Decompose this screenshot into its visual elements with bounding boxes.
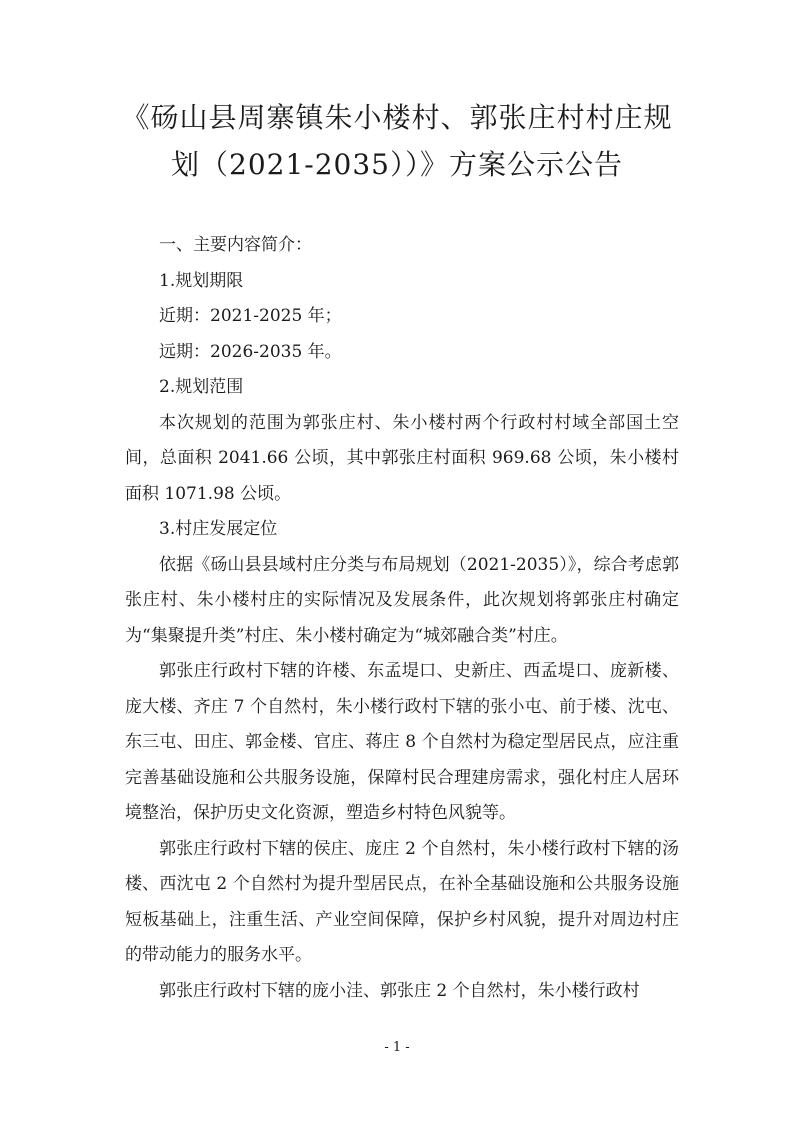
document-title-line-2: 划（2021-2035））》方案公示公告 <box>171 148 623 181</box>
document-title-line-1: 《砀山县周寨镇朱小楼村、郭张庄村村庄规 <box>121 101 673 134</box>
near-term-period: 近期：2021-2025 年； <box>159 306 342 326</box>
long-term-period: 远期：2026-2035 年。 <box>159 341 342 362</box>
paragraph-stable-settlements: 郭张庄行政村下辖的许楼、东孟堤口、史新庄、西孟堤口、庞新楼、庞大楼、齐庄 7 个自然村，朱小楼行政村下辖的张小屯、前于楼、沈屯、东三屯、田庄、郭金楼、官庄、蒋庄 8 个自然村为稳定型居民点，应注重完善基础设施和公共服务设施，保障村民合理建房需求，强化村庄人居环境整治，保护历史文化资源，塑造乡村特色风貌等。 <box>125 661 679 823</box>
paragraph-planning-scope: 本次规划的范围为郭张庄村、朱小楼村两个行政村村域全部国土空间，总面积 2041.66 公顷，其中郭张庄村面积 969.68 公顷，朱小楼村面积 1071.98 公顷。 <box>125 412 679 504</box>
document-body <box>125 228 679 1009</box>
page-number: - 1 - <box>384 1040 410 1055</box>
subheading-planning-period: 1.规划期限 <box>159 270 244 291</box>
subheading-planning-scope: 2.规划范围 <box>159 377 244 397</box>
section-heading-summary: 一、主要内容简介： <box>159 235 312 255</box>
subheading-development-positioning: 3.村庄发展定位 <box>159 519 278 539</box>
paragraph-continued: 郭张庄行政村下辖的庞小洼、郭张庄 2 个自然村，朱小楼行政村 <box>159 980 640 1001</box>
paragraph-upgraded-settlements: 郭张庄行政村下辖的侯庄、庞庄 2 个自然村，朱小楼行政村下辖的汤楼、西沈屯 2 个自然村为提升型居民点，在补全基础设施和公共服务设施短板基础上，注重生活、产业空间保障，保护乡村风貌，提升对周边村庄的带动能力的服务水平。 <box>125 838 679 965</box>
paragraph-positioning: 依据《砀山县县域村庄分类与布局规划（2021-2035）》，综合考虑郭张庄村、朱小楼村庄的实际情况及发展条件，此次规划将郭张庄村确定为“集聚提升类”村庄、朱小楼村确定为“城郊融合类”村庄。 <box>125 554 679 646</box>
